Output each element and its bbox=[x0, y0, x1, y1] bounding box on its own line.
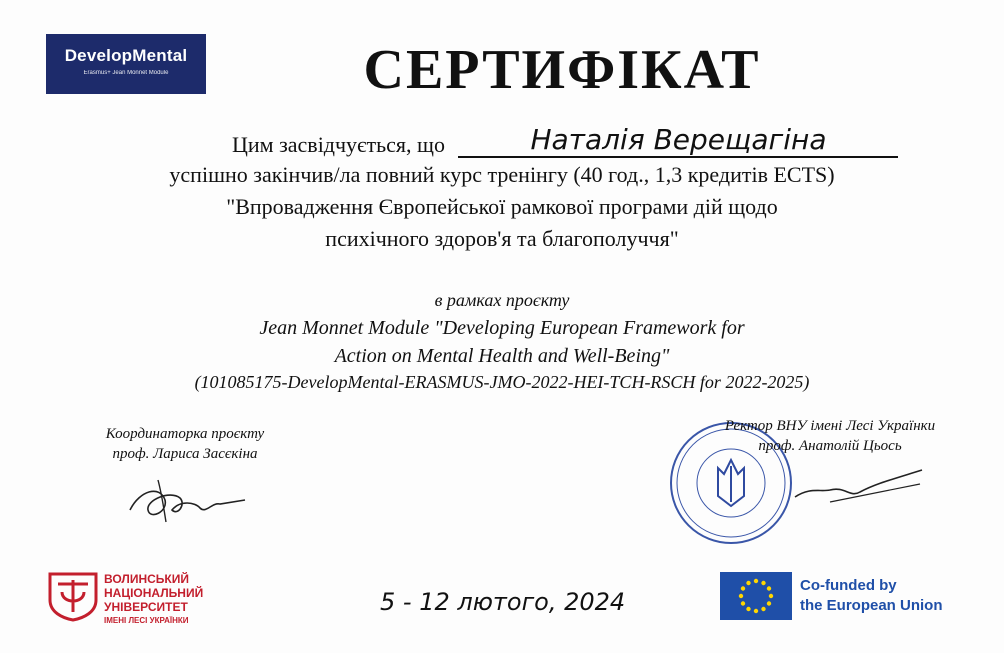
coordinator-role: Координаторка проєкту bbox=[105, 426, 265, 442]
signature-icon bbox=[120, 470, 250, 530]
project-title-line-1: Jean Monnet Module "Developing European Framework for bbox=[259, 317, 745, 339]
university-line-4: ІМЕНІ ЛЕСІ УКРАЇНКИ bbox=[104, 616, 189, 625]
rector-name: проф. Анатолій Цьось bbox=[758, 438, 902, 454]
eu-line-2: the European Union bbox=[800, 597, 943, 614]
project-intro: в рамках проєкту bbox=[434, 290, 570, 310]
university-name bbox=[104, 572, 203, 628]
recipient-name-line bbox=[458, 124, 898, 158]
project-title-line-2: Action on Mental Health and Well-Being" bbox=[334, 345, 670, 367]
university-line-1: ВОЛИНСЬКИЙ bbox=[104, 572, 189, 586]
eu-line-1: Co-funded by bbox=[800, 577, 897, 594]
course-title-line-1: "Впровадження Європейської рамкової програми дій щодо bbox=[226, 194, 778, 219]
coordinator-block bbox=[70, 424, 300, 464]
course-title-line-2: психічного здоров'я та благополуччя" bbox=[325, 226, 679, 251]
coordinator-name: проф. Лариса Засєкіна bbox=[112, 446, 258, 462]
university-line-2: НАЦІОНАЛЬНИЙ bbox=[104, 586, 204, 600]
university-crest-icon bbox=[46, 570, 100, 622]
recipient-name: Наталія Верещагіна bbox=[530, 123, 827, 156]
project-code: (101085175-DevelopMental-ERASMUS-JMO-2022-HEI-TCH-RSCH for 2022-2025) bbox=[194, 372, 810, 392]
logo-subtitle: Erasmus+ Jean Monnet Module bbox=[83, 70, 169, 76]
certificate-title: СЕРТИФІКАТ bbox=[363, 39, 761, 101]
signature-icon bbox=[790, 462, 930, 512]
eu-cofunded-label bbox=[800, 576, 943, 616]
rector-block bbox=[680, 416, 980, 456]
eu-flag-icon bbox=[720, 572, 792, 620]
course-completion-line: успішно закінчив/ла повний курс тренінгу (40 год., 1,3 кредитів ECTS) bbox=[169, 162, 835, 187]
university-line-3: УНІВЕРСИТЕТ bbox=[104, 600, 188, 614]
logo-name: DevelopMental bbox=[64, 46, 188, 65]
training-dates: 5 - 12 лютого, 2024 bbox=[380, 588, 626, 616]
certify-label: Цим засвідчується, що bbox=[232, 132, 445, 157]
certify-line bbox=[232, 124, 898, 158]
rector-role: Ректор ВНУ імені Лесі Українки bbox=[724, 418, 936, 434]
